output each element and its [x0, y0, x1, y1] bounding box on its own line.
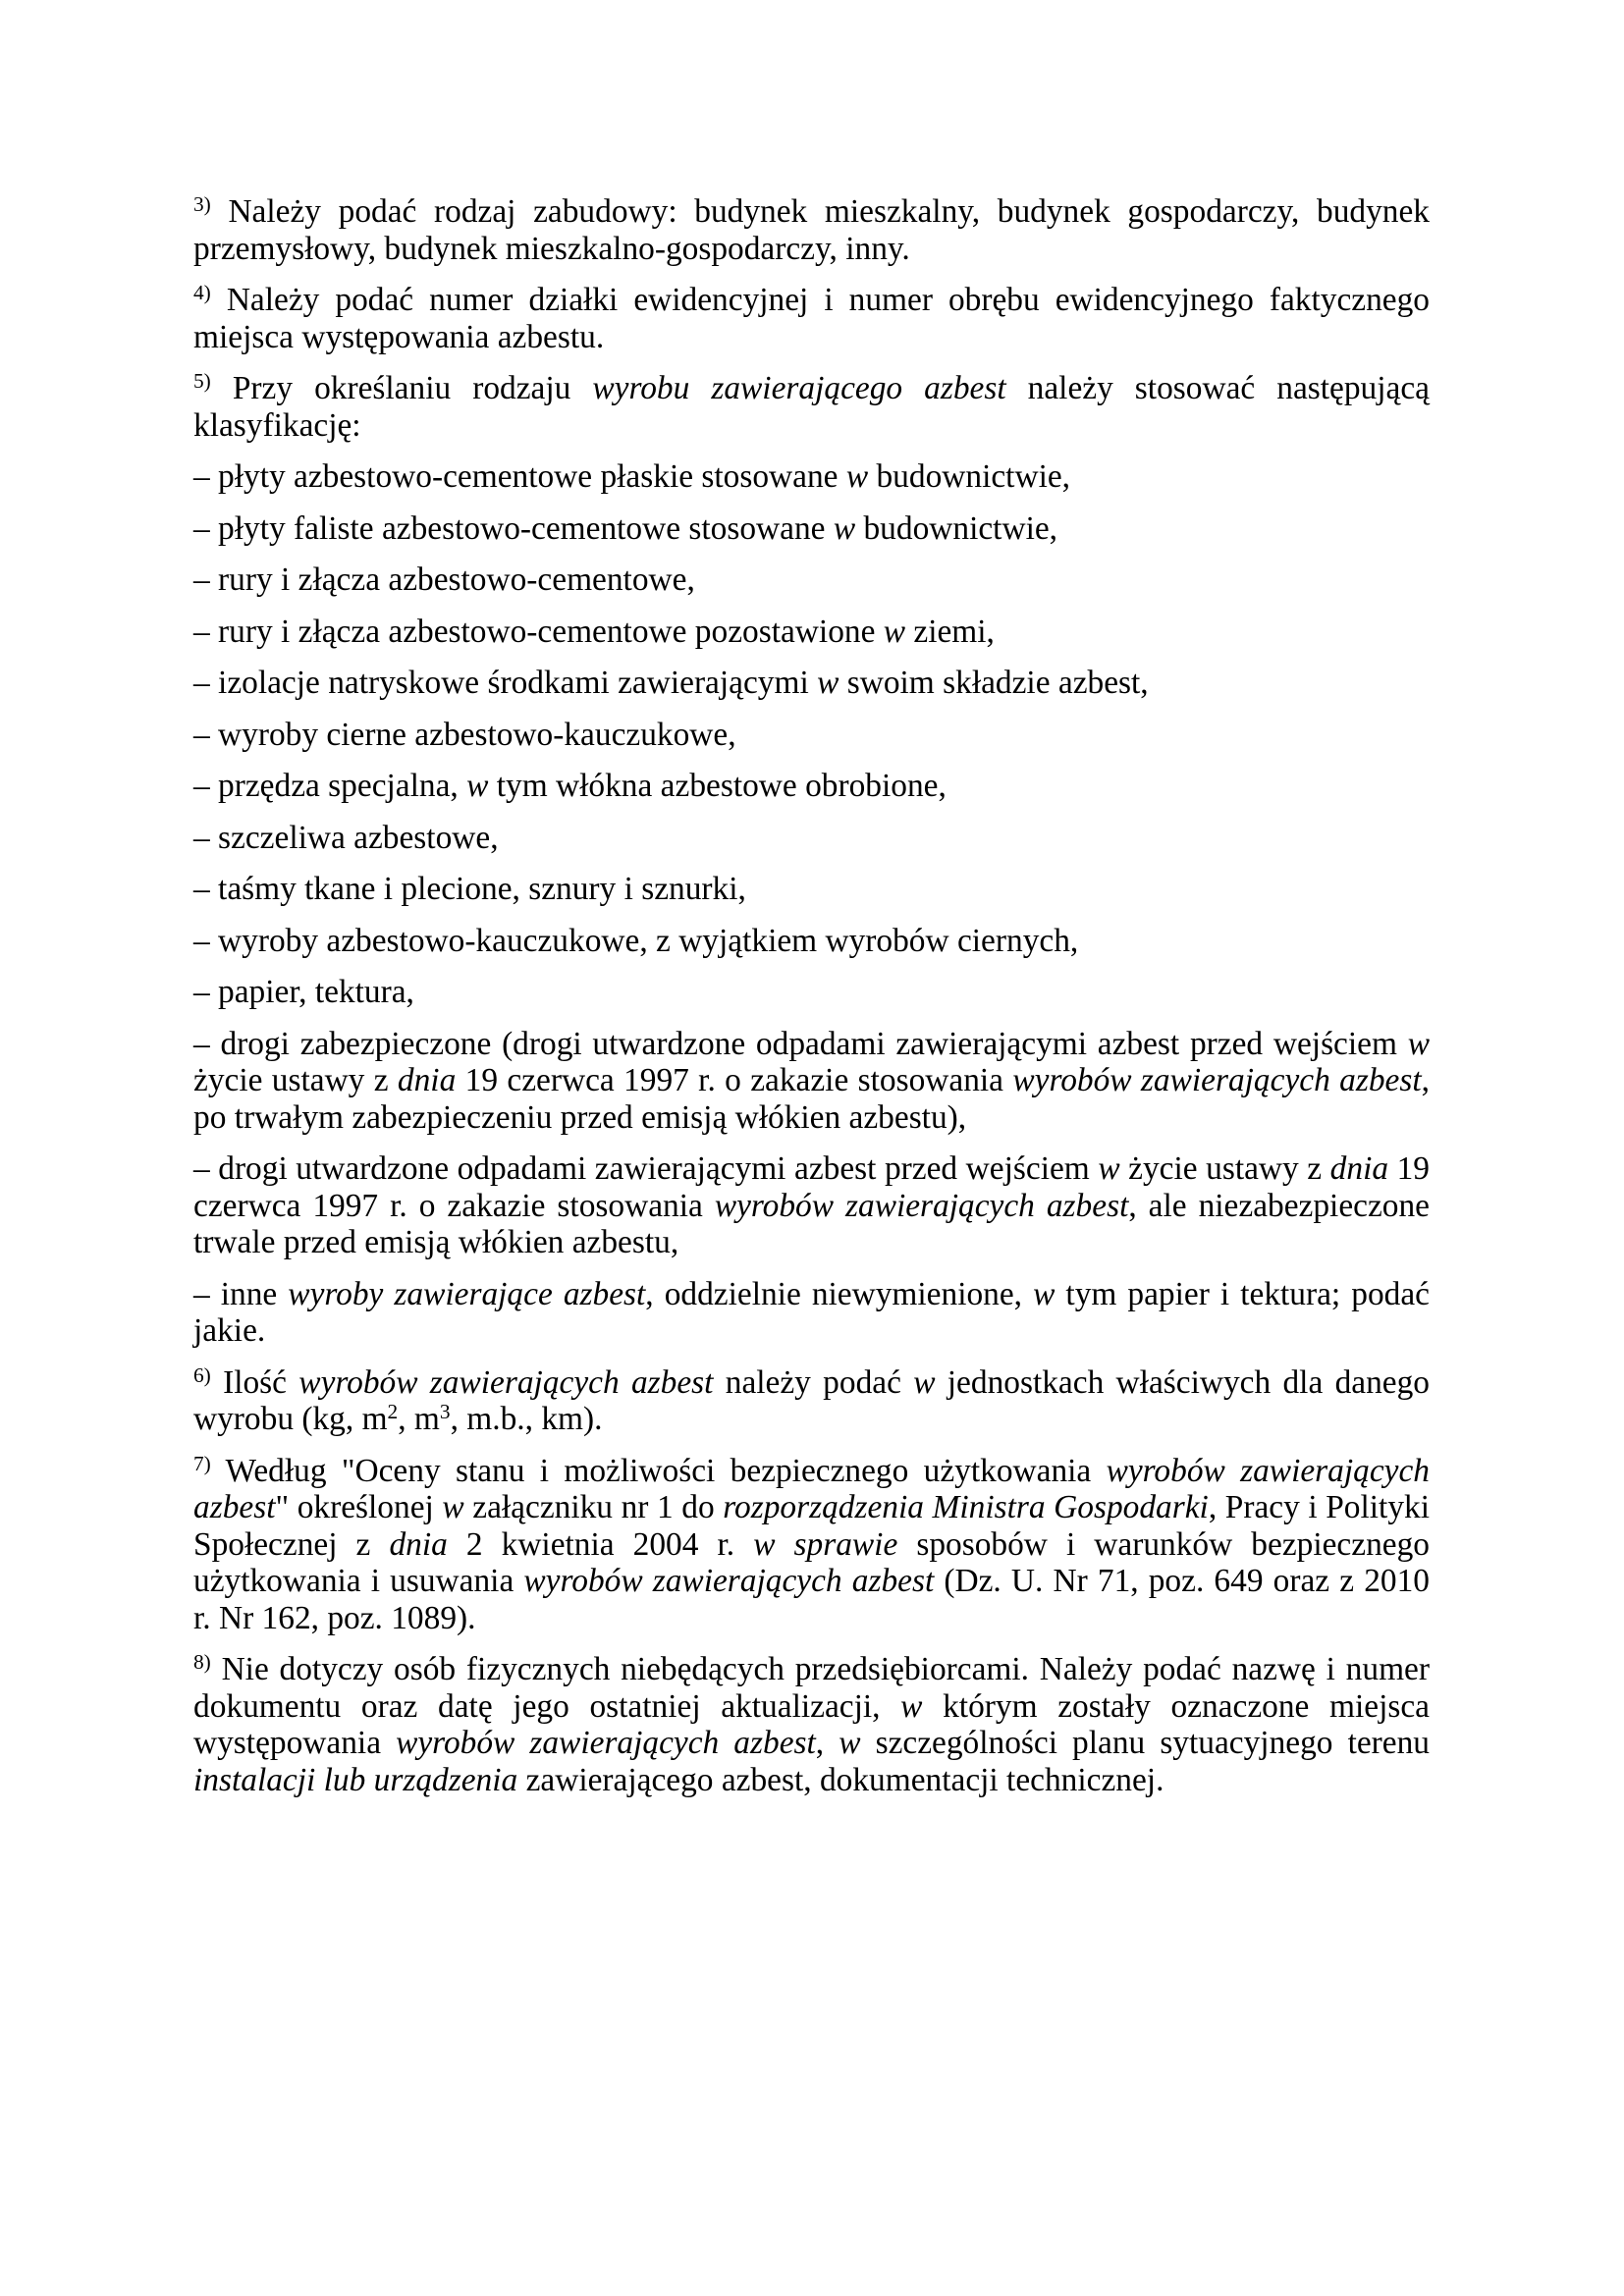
text-run: – płyty faliste azbestowo-cementowe stosowane: [193, 509, 834, 547]
text-run: , Pracy i Polityki Społecznej z: [193, 1489, 1431, 1563]
text-run: – rury i złącza azbestowo-cementowe pozostawione: [193, 613, 884, 650]
text-run: Według "Oceny stanu i możliwości bezpiecznego użytkowania: [210, 1452, 1107, 1489]
text-run: załączniku nr 1 do: [463, 1489, 724, 1525]
italic-run: wyrobów zawierających azbest: [1012, 1062, 1422, 1098]
text-run: budownictwie,: [868, 458, 1071, 495]
footnote-marker: 5): [193, 369, 211, 394]
superscript: 3: [439, 1400, 451, 1424]
footnotes: [193, 193, 1430, 1798]
text-run: ,: [815, 1725, 839, 1761]
superscript: 2: [387, 1400, 399, 1424]
footnote-marker: 3): [193, 192, 211, 217]
italic-run: w: [466, 768, 489, 804]
text-run: – wyroby azbestowo-kauczukowe, z wyjątkiem wyrobów ciernych,: [193, 922, 1079, 959]
footnote-marker: 6): [193, 1362, 211, 1387]
italic-run: w: [845, 458, 869, 495]
italic-run: w: [442, 1489, 464, 1525]
text-run: Ilość: [210, 1363, 299, 1401]
text-run: życie ustawy z: [1119, 1150, 1330, 1187]
text-run: którym zostały oznaczone miejsca występowania: [193, 1687, 1430, 1761]
text-run: , m: [398, 1401, 440, 1437]
text-run: sposobów i warunków bezpiecznego użytkowania i usuwania: [193, 1525, 1430, 1599]
italic-run: wyrobu zawierającego azbest: [592, 370, 1006, 406]
text-run: , m.b., km).: [450, 1401, 603, 1437]
item-rury-zlacza-ziemia: [193, 614, 1430, 651]
italic-run: w sprawie: [753, 1525, 898, 1563]
text-run: należy podać: [713, 1363, 914, 1401]
text-run: – inne: [193, 1275, 289, 1312]
item-tasmy: [193, 871, 1430, 908]
footnote-6: [193, 1364, 1430, 1438]
text-run: ziemi,: [905, 613, 995, 650]
italic-run: instalacji lub urządzenia: [193, 1761, 518, 1798]
item-drogi-zabezpieczone: [193, 1026, 1430, 1137]
italic-run: w: [833, 509, 856, 547]
item-szczeliwa: [193, 820, 1430, 857]
footnote-5: [193, 370, 1430, 444]
italic-run: wyrobów zawierających azbest: [714, 1187, 1129, 1224]
italic-run: w: [839, 1725, 861, 1761]
text-run: 19 czerwca 1997 r. o zakazie stosowania: [456, 1062, 1013, 1098]
footnote-marker: 7): [193, 1451, 211, 1475]
text-run: zawierającego azbest, dokumentacji technicznej.: [517, 1761, 1164, 1798]
italic-run: w: [900, 1687, 923, 1725]
text-run: 2 kwietnia 2004 r.: [447, 1525, 754, 1563]
text-run: – przędza specjalna,: [193, 768, 467, 804]
text-run: – wyroby cierne azbestowo-kauczukowe,: [193, 716, 736, 753]
text-run: – drogi utwardzone odpadami zawierającymi azbest przed wejściem: [193, 1150, 1099, 1187]
text-run: Należy podać rodzaj zabudowy: budynek mieszkalny, budynek gospodarczy, budynek przemysłowy, budynek mieszkalno-gospodarczy, inny.: [193, 193, 1430, 267]
text-run: budownictwie,: [855, 509, 1058, 547]
footnote-marker: 8): [193, 1650, 211, 1675]
item-papier: [193, 974, 1430, 1011]
italic-run: w: [913, 1363, 936, 1401]
text-run: – rury i złącza azbestowo-cementowe,: [193, 561, 695, 598]
italic-run: wyrobów zawierających azbest: [298, 1363, 714, 1401]
text-run: jednostkach właściwych dla danego wyrobu (kg, m: [193, 1363, 1430, 1437]
text-run: , po trwałym zabezpieczeniu przed emisją włókien azbestu),: [193, 1062, 1430, 1136]
text-run: swoim składzie azbest,: [839, 665, 1149, 701]
italic-run: wyrobów zawierających azbest: [523, 1563, 935, 1599]
item-rury-zlacza: [193, 561, 1430, 599]
text-run: Należy podać numer działki ewidencyjnej i numer obrębu ewidencyjnego faktycznego miejsca występowania azbestu.: [193, 282, 1430, 355]
text-run: – papier, tektura,: [193, 974, 414, 1010]
text-run: – szczeliwa azbestowe,: [193, 819, 499, 856]
item-przedza: [193, 768, 1430, 805]
text-run: " określonej: [275, 1489, 443, 1525]
text-run: szczególności planu sytuacyjnego terenu: [860, 1725, 1430, 1761]
italic-run: wyrobów zawierających azbest: [193, 1452, 1430, 1525]
text-run: życie ustawy z: [193, 1062, 398, 1098]
text-run: – izolacje natryskowe środkami zawierającymi: [193, 665, 818, 701]
italic-run: w: [817, 665, 839, 701]
text-run: – drogi zabezpieczone (drogi utwardzone odpadami zawierającymi azbest przed wejściem: [193, 1025, 1408, 1062]
italic-run: w: [1098, 1150, 1120, 1187]
item-plyty-faliste: [193, 510, 1430, 548]
footnote-8: [193, 1651, 1430, 1798]
italic-run: wyrobów zawierających azbest: [396, 1725, 816, 1761]
item-drogi-utwardzone: [193, 1150, 1430, 1261]
text-run: Nie dotyczy osób fizycznych niebędących przedsiębiorcami. Należy podać nazwę i numer dokumentu oraz datę jego ostatniej aktualizacji,: [193, 1651, 1430, 1725]
text-run: – taśmy tkane i plecione, sznury i sznurki,: [193, 871, 746, 907]
item-wyroby-cierne: [193, 717, 1430, 754]
text-run: (Dz. U. Nr 71, poz. 649 oraz z 2010 r. Nr 162, poz. 1089).: [193, 1563, 1430, 1636]
text-run: Przy określaniu rodzaju: [210, 370, 593, 406]
text-run: tym włókna azbestowe obrobione,: [488, 768, 947, 804]
item-wyroby-kauczukowe: [193, 923, 1430, 960]
text-run: – płyty azbestowo-cementowe płaskie stosowane: [193, 458, 846, 495]
text-run: , oddzielnie niewymienione,: [645, 1275, 1034, 1312]
item-inne-wyroby: [193, 1276, 1430, 1350]
footnote-3: [193, 193, 1430, 267]
italic-run: dnia: [1329, 1150, 1389, 1187]
item-plyty-plaskie: [193, 458, 1430, 496]
italic-run: dnia: [397, 1062, 457, 1098]
text-run: tym papier i tektura; podać jakie.: [193, 1275, 1430, 1349]
italic-run: w: [1033, 1275, 1056, 1312]
text-run: , ale niezabezpieczone trwale przed emisją włókien azbestu,: [193, 1187, 1430, 1260]
footnote-7: [193, 1453, 1430, 1637]
footnote-marker: 4): [193, 281, 211, 305]
italic-run: dnia: [389, 1525, 448, 1563]
italic-run: wyroby zawierające azbest: [288, 1275, 646, 1312]
italic-run: w: [1407, 1025, 1430, 1062]
item-izolacje: [193, 665, 1430, 702]
footnote-4: [193, 282, 1430, 355]
text-run: należy stosować następującą klasyfikację:: [193, 370, 1430, 444]
italic-run: rozporządzenia Ministra Gospodarki: [723, 1489, 1209, 1525]
italic-run: w: [883, 613, 906, 650]
text-run: 19 czerwca 1997 r. o zakazie stosowania: [193, 1150, 1430, 1224]
